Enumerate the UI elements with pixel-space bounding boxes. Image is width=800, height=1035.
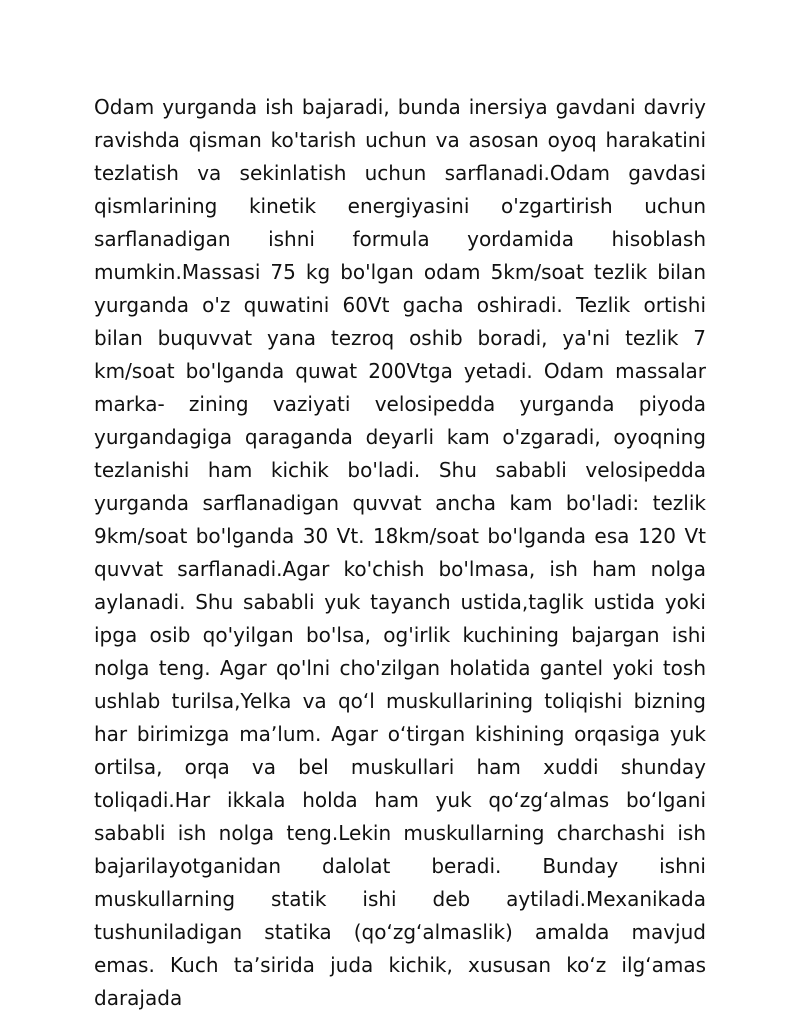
body-text-block: [94, 91, 706, 1015]
body-paragraph: Odam yurganda ish bajaradi, bunda inersiya gavdani davriy ravishda qisman ko'tarish uchun va asosan oyoq harakatini tezlatish va sekinlatish uchun sarflanadi.Odam gavdasi qismlarining kinetik energiyasini o'zgartirish uchun sarflanadigan ishni formula yordamida hisoblash mumkin.Massasi 75 kg bo'lgan odam 5km/soat tezlik bilan yurganda o'z quwatini 60Vt gacha oshiradi. Tezlik ortishi bilan buquvvat yana tezroq oshib boradi, ya'ni tezlik 7 km/soat bo'lganda quwat 200Vtga yetadi. Odam massalar marka- zining vaziyati velosipedda yurganda piyoda yurgandagiga qaraganda deyarli kam o'zgaradi, oyoqning tezlanishi ham kichik bo'ladi. Shu sababli velosipedda yurganda sarflanadigan quvvat ancha kam bo'ladi: tezlik 9km/soat bo'lganda 30 Vt. 18km/soat bo'lganda esa 120 Vt quvvat sarflanadi.Agar ko'chish bo'lmasa, ish ham nolga aylanadi. Shu sababli yuk tayanch ustida,taglik ustida yoki ipga osib qo'yilgan bo'lsa, og'irlik kuchining bajargan ishi nolga teng. Agar qo'lni cho'zilgan holatida gantel yoki tosh ushlab turilsa,Yelka va qoʻl muskullarining toliqishi bizning har birimizga maʼlum. Agar oʻtirgan kishining orqasiga yuk ortilsa, orqa va bel muskullari ham xuddi shunday toliqadi.Har ikkala holda ham yuk qoʻzgʻalmas boʻlgani sababli ish nolga teng.Lekin muskullarning charchashi ish bajarilayotganidan dalolat beradi. Bunday ishni muskullarning statik ishi deb aytiladi.Mexanikada tushuniladigan statika (qoʻzgʻalmaslik) amalda mavjud emas. Kuch taʼsirida juda kichik, xususan koʻz ilgʻamas darajada: [94, 95, 706, 1010]
